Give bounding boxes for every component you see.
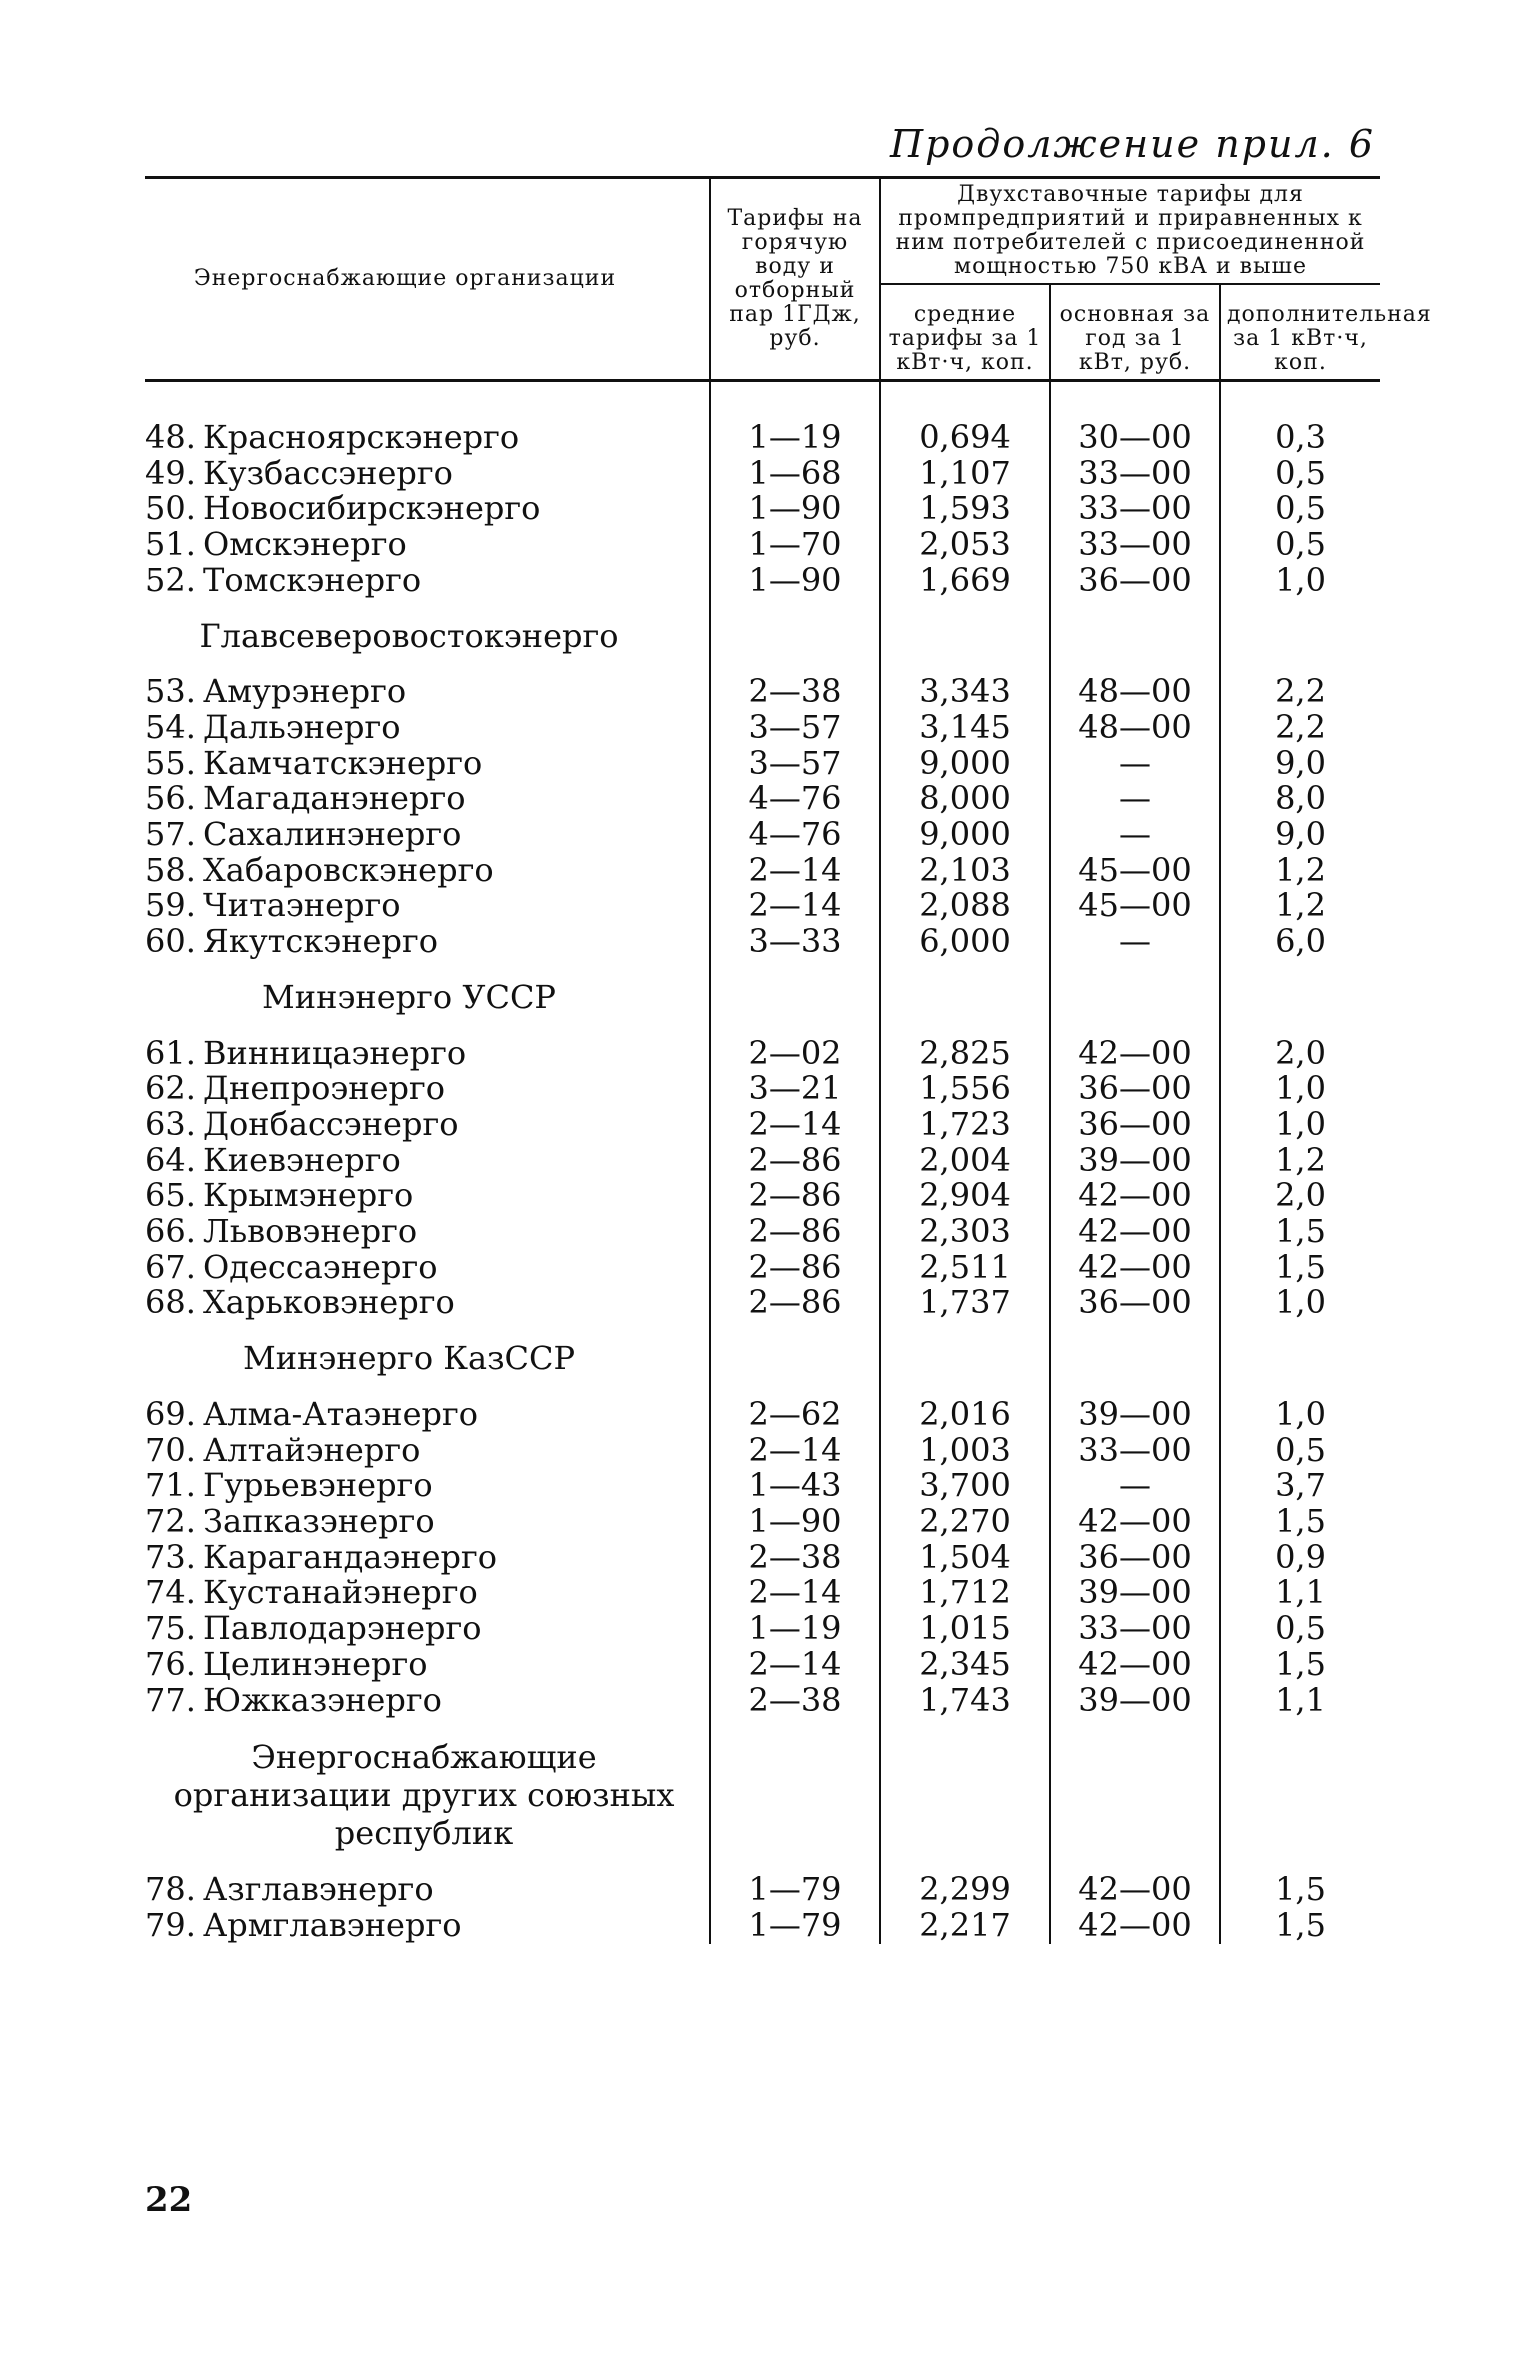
organization-name: Армглавэнерго bbox=[203, 1905, 462, 1944]
section-title: Минэнерго КазССР bbox=[242, 1339, 576, 1378]
table-row bbox=[145, 888, 1380, 924]
additional-tariff-cell: 1,5 bbox=[1220, 1250, 1380, 1286]
organization-cell bbox=[145, 924, 710, 960]
organization-name: Сахалинэнерго bbox=[203, 815, 462, 854]
table-row bbox=[145, 924, 1380, 960]
base-tariff-cell: 39—00 bbox=[1050, 1575, 1220, 1611]
additional-tariff-cell: 0,5 bbox=[1220, 1611, 1380, 1647]
organization-name: Кузбассэнерго bbox=[203, 453, 453, 492]
additional-tariff-cell: 1,5 bbox=[1220, 1908, 1380, 1944]
hot-water-tariff-cell: 3—57 bbox=[710, 710, 880, 746]
row-number: 48. bbox=[145, 418, 196, 456]
additional-tariff-cell: 1,0 bbox=[1220, 1107, 1380, 1143]
average-tariff-cell: 1,743 bbox=[880, 1683, 1050, 1719]
average-tariff-cell: 3,700 bbox=[880, 1468, 1050, 1504]
spacer-cell bbox=[710, 381, 880, 421]
row-number: 61. bbox=[145, 1033, 196, 1072]
organization-name: Якутскэнерго bbox=[203, 922, 438, 961]
average-tariff-cell: 2,270 bbox=[880, 1504, 1050, 1540]
base-tariff-cell: 42—00 bbox=[1050, 1214, 1220, 1250]
table-row bbox=[145, 853, 1380, 889]
hot-water-tariff-cell: 1—90 bbox=[710, 1504, 880, 1540]
base-tariff-cell: 42—00 bbox=[1050, 1250, 1220, 1286]
base-tariff-cell: 48—00 bbox=[1050, 710, 1220, 746]
base-tariff-cell: 33—00 bbox=[1050, 527, 1220, 563]
row-number: 76. bbox=[145, 1644, 196, 1683]
table-row bbox=[145, 1107, 1380, 1143]
additional-tariff-cell: 0,9 bbox=[1220, 1540, 1380, 1576]
hot-water-tariff-cell: 2—14 bbox=[710, 888, 880, 924]
empty-cell bbox=[880, 960, 1050, 1036]
additional-tariff-cell: 9,0 bbox=[1220, 746, 1380, 782]
organization-name: Новосибирскэнерго bbox=[203, 489, 541, 528]
section-heading-row bbox=[145, 599, 1380, 675]
row-number: 71. bbox=[145, 1466, 196, 1505]
spacer-cell bbox=[145, 381, 710, 421]
organization-cell bbox=[145, 1178, 710, 1214]
base-tariff-cell: 30—00 bbox=[1050, 420, 1220, 456]
average-tariff-cell: 2,103 bbox=[880, 853, 1050, 889]
organization-cell bbox=[145, 1575, 710, 1611]
additional-tariff-cell: 6,0 bbox=[1220, 924, 1380, 960]
additional-tariff-cell: 1,5 bbox=[1220, 1872, 1380, 1908]
organization-cell bbox=[145, 1501, 710, 1540]
organization-name: Читаэнерго bbox=[203, 886, 401, 925]
average-tariff-cell: 2,088 bbox=[880, 888, 1050, 924]
table-row bbox=[145, 1397, 1380, 1433]
row-number: 49. bbox=[145, 453, 196, 492]
empty-cell bbox=[1220, 1321, 1380, 1397]
average-tariff-cell: 0,694 bbox=[880, 420, 1050, 456]
base-tariff-cell: 33—00 bbox=[1050, 1611, 1220, 1647]
row-number: 65. bbox=[145, 1176, 196, 1215]
hot-water-tariff-cell: 1—19 bbox=[710, 420, 880, 456]
organization-name: Карагандаэнерго bbox=[203, 1537, 498, 1576]
table-row bbox=[145, 1214, 1380, 1250]
table-row bbox=[145, 1143, 1380, 1179]
hot-water-tariff-cell: 2—02 bbox=[710, 1036, 880, 1072]
table-row bbox=[145, 1611, 1380, 1647]
organization-cell bbox=[145, 453, 710, 492]
hot-water-tariff-cell: 1—68 bbox=[710, 456, 880, 492]
table-row bbox=[145, 817, 1380, 853]
hot-water-tariff-cell: 2—14 bbox=[710, 853, 880, 889]
table-row bbox=[145, 746, 1380, 782]
row-number: 57. bbox=[145, 815, 196, 854]
average-tariff-cell: 1,107 bbox=[880, 456, 1050, 492]
row-number: 68. bbox=[145, 1283, 196, 1322]
organization-name: Азглавэнерго bbox=[203, 1870, 434, 1909]
base-tariff-cell: 36—00 bbox=[1050, 1107, 1220, 1143]
organization-name: Магаданэнерго bbox=[203, 779, 466, 818]
hot-water-tariff-cell: 2—14 bbox=[710, 1575, 880, 1611]
base-tariff-cell: 36—00 bbox=[1050, 1071, 1220, 1107]
hot-water-tariff-cell: 2—86 bbox=[710, 1285, 880, 1321]
table-row bbox=[145, 491, 1380, 527]
page-number: 22 bbox=[145, 2180, 193, 2220]
organization-cell bbox=[145, 850, 710, 889]
organization-cell bbox=[145, 781, 710, 817]
empty-cell bbox=[710, 1321, 880, 1397]
table-row bbox=[145, 1285, 1380, 1321]
average-tariff-cell: 1,712 bbox=[880, 1575, 1050, 1611]
organization-name: Днепроэнерго bbox=[203, 1069, 446, 1108]
base-tariff-cell: 36—00 bbox=[1050, 1285, 1220, 1321]
hot-water-tariff-cell: 2—86 bbox=[710, 1143, 880, 1179]
additional-tariff-cell: 9,0 bbox=[1220, 817, 1380, 853]
hot-water-tariff-cell: 2—86 bbox=[710, 1250, 880, 1286]
table-body bbox=[145, 381, 1380, 1944]
organization-name: Гурьевэнерго bbox=[203, 1466, 433, 1505]
hot-water-tariff-cell: 2—14 bbox=[710, 1647, 880, 1683]
column-header-two-rate-tariffs: Двухставочные тарифы для промпредприятий и приравненных к ним потребителей с присоединенной мощностью 750 кВА и выше bbox=[880, 178, 1380, 285]
row-number: 56. bbox=[145, 779, 196, 818]
organization-cell bbox=[145, 420, 710, 456]
row-number: 54. bbox=[145, 707, 196, 746]
table-row bbox=[145, 710, 1380, 746]
empty-cell bbox=[880, 1718, 1050, 1872]
average-tariff-cell: 2,825 bbox=[880, 1036, 1050, 1072]
empty-cell bbox=[1050, 1321, 1220, 1397]
additional-tariff-cell: 0,3 bbox=[1220, 420, 1380, 456]
average-tariff-cell: 2,303 bbox=[880, 1214, 1050, 1250]
average-tariff-cell: 2,016 bbox=[880, 1397, 1050, 1433]
base-tariff-cell: 42—00 bbox=[1050, 1872, 1220, 1908]
average-tariff-cell: 9,000 bbox=[880, 746, 1050, 782]
organization-cell bbox=[145, 674, 710, 710]
base-tariff-cell: 45—00 bbox=[1050, 888, 1220, 924]
average-tariff-cell: 1,737 bbox=[880, 1285, 1050, 1321]
average-tariff-cell: 2,345 bbox=[880, 1647, 1050, 1683]
organization-name: Томскэнерго bbox=[203, 560, 422, 599]
table-row bbox=[145, 1468, 1380, 1504]
additional-tariff-cell: 1,0 bbox=[1220, 1397, 1380, 1433]
base-tariff-cell: — bbox=[1050, 924, 1220, 960]
additional-tariff-cell: 0,5 bbox=[1220, 527, 1380, 563]
organization-cell bbox=[145, 1611, 710, 1647]
empty-cell bbox=[1050, 599, 1220, 675]
row-number: 69. bbox=[145, 1394, 196, 1433]
empty-cell bbox=[1050, 960, 1220, 1036]
organization-cell bbox=[145, 707, 710, 746]
organization-name: Хабаровскэнерго bbox=[203, 850, 494, 889]
row-number: 52. bbox=[145, 560, 196, 599]
row-number: 67. bbox=[145, 1247, 196, 1286]
page-header-title: Продолжение прил. 6 bbox=[889, 122, 1375, 166]
row-number: 59. bbox=[145, 886, 196, 925]
row-number: 77. bbox=[145, 1680, 196, 1719]
empty-cell bbox=[710, 1718, 880, 1872]
empty-cell bbox=[1220, 599, 1380, 675]
table-row bbox=[145, 420, 1380, 456]
table-row bbox=[145, 1433, 1380, 1469]
hot-water-tariff-cell: 1—70 bbox=[710, 527, 880, 563]
additional-tariff-cell: 1,0 bbox=[1220, 1285, 1380, 1321]
hot-water-tariff-cell: 1—19 bbox=[710, 1611, 880, 1647]
row-number: 75. bbox=[145, 1609, 196, 1648]
base-tariff-cell: 42—00 bbox=[1050, 1178, 1220, 1214]
table-row bbox=[145, 1683, 1380, 1719]
average-tariff-cell: 3,343 bbox=[880, 674, 1050, 710]
average-tariff-cell: 1,669 bbox=[880, 563, 1050, 599]
organization-name: Львовэнерго bbox=[203, 1212, 418, 1251]
hot-water-tariff-cell: 1—90 bbox=[710, 491, 880, 527]
hot-water-tariff-cell: 2—86 bbox=[710, 1178, 880, 1214]
spacer-cell bbox=[1050, 381, 1220, 421]
organization-name: Крымэнерго bbox=[203, 1176, 414, 1215]
section-heading-row bbox=[145, 1718, 1380, 1872]
hot-water-tariff-cell: 1—90 bbox=[710, 563, 880, 599]
base-tariff-cell: — bbox=[1050, 1468, 1220, 1504]
additional-tariff-cell: 1,5 bbox=[1220, 1504, 1380, 1540]
row-number: 53. bbox=[145, 672, 196, 711]
base-tariff-cell: 33—00 bbox=[1050, 491, 1220, 527]
organization-cell bbox=[145, 1468, 710, 1504]
section-title: Главсеверовостокэнерго bbox=[199, 616, 619, 655]
base-tariff-cell: 42—00 bbox=[1050, 1036, 1220, 1072]
organization-cell bbox=[145, 1680, 710, 1719]
hot-water-tariff-cell: 3—21 bbox=[710, 1071, 880, 1107]
base-tariff-cell: 42—00 bbox=[1050, 1908, 1220, 1944]
additional-tariff-cell: 1,2 bbox=[1220, 888, 1380, 924]
organization-cell bbox=[145, 1104, 710, 1143]
organization-name: Амурэнерго bbox=[203, 672, 407, 711]
hot-water-tariff-cell: 4—76 bbox=[710, 817, 880, 853]
table-row bbox=[145, 1872, 1380, 1908]
base-tariff-cell: 42—00 bbox=[1050, 1504, 1220, 1540]
section-title: Минэнерго УССР bbox=[262, 977, 556, 1016]
column-header-additional-tariff: дополнительная за 1 кВт·ч, коп. bbox=[1220, 284, 1380, 381]
base-tariff-cell: 45—00 bbox=[1050, 853, 1220, 889]
additional-tariff-cell: 0,5 bbox=[1220, 491, 1380, 527]
table-row bbox=[145, 1178, 1380, 1214]
base-tariff-cell: 36—00 bbox=[1050, 1540, 1220, 1576]
additional-tariff-cell: 1,1 bbox=[1220, 1575, 1380, 1611]
organization-cell bbox=[145, 888, 710, 924]
hot-water-tariff-cell: 4—76 bbox=[710, 781, 880, 817]
additional-tariff-cell: 2,2 bbox=[1220, 674, 1380, 710]
organization-name: Красноярскэнерго bbox=[203, 418, 520, 456]
additional-tariff-cell: 1,5 bbox=[1220, 1214, 1380, 1250]
average-tariff-cell: 1,504 bbox=[880, 1540, 1050, 1576]
row-number: 78. bbox=[145, 1870, 196, 1909]
hot-water-tariff-cell: 2—14 bbox=[710, 1433, 880, 1469]
base-tariff-cell: 48—00 bbox=[1050, 674, 1220, 710]
hot-water-tariff-cell: 2—86 bbox=[710, 1214, 880, 1250]
organization-name: Одессаэнерго bbox=[203, 1247, 438, 1286]
additional-tariff-cell: 3,7 bbox=[1220, 1468, 1380, 1504]
organization-cell bbox=[145, 1033, 710, 1072]
row-number: 66. bbox=[145, 1212, 196, 1251]
average-tariff-cell: 2,217 bbox=[880, 1908, 1050, 1944]
additional-tariff-cell: 1,1 bbox=[1220, 1683, 1380, 1719]
average-tariff-cell: 2,299 bbox=[880, 1872, 1050, 1908]
spacer-cell bbox=[1220, 381, 1380, 421]
organization-name: Алтайэнерго bbox=[203, 1430, 421, 1469]
organization-cell bbox=[145, 1872, 710, 1908]
average-tariff-cell: 1,015 bbox=[880, 1611, 1050, 1647]
organization-cell bbox=[145, 1394, 710, 1433]
additional-tariff-cell: 0,5 bbox=[1220, 456, 1380, 492]
organization-cell bbox=[145, 817, 710, 853]
column-header-average-tariff: средние тарифы за 1 кВт·ч, коп. bbox=[880, 284, 1050, 381]
organization-cell bbox=[145, 1214, 710, 1250]
row-number: 55. bbox=[145, 743, 196, 782]
average-tariff-cell: 3,145 bbox=[880, 710, 1050, 746]
additional-tariff-cell: 0,5 bbox=[1220, 1433, 1380, 1469]
row-number: 74. bbox=[145, 1573, 196, 1612]
organization-name: Кустанайэнерго bbox=[203, 1573, 478, 1612]
average-tariff-cell: 1,003 bbox=[880, 1433, 1050, 1469]
additional-tariff-cell: 1,2 bbox=[1220, 1143, 1380, 1179]
organization-name: Донбассэнерго bbox=[203, 1104, 459, 1143]
additional-tariff-cell: 1,5 bbox=[1220, 1647, 1380, 1683]
hot-water-tariff-cell: 2—38 bbox=[710, 1540, 880, 1576]
empty-cell bbox=[710, 599, 880, 675]
spacer-cell bbox=[880, 381, 1050, 421]
additional-tariff-cell: 2,0 bbox=[1220, 1036, 1380, 1072]
base-tariff-cell: 33—00 bbox=[1050, 456, 1220, 492]
organization-name: Павлодарэнерго bbox=[203, 1609, 482, 1648]
table-row bbox=[145, 1908, 1380, 1944]
base-tariff-cell: — bbox=[1050, 746, 1220, 782]
empty-cell bbox=[1220, 1718, 1380, 1872]
row-number: 51. bbox=[145, 525, 196, 564]
average-tariff-cell: 2,053 bbox=[880, 527, 1050, 563]
average-tariff-cell: 6,000 bbox=[880, 924, 1050, 960]
organization-name: Омскэнерго bbox=[203, 525, 407, 564]
row-number: 79. bbox=[145, 1905, 196, 1944]
hot-water-tariff-cell: 2—14 bbox=[710, 1107, 880, 1143]
additional-tariff-cell: 1,0 bbox=[1220, 563, 1380, 599]
additional-tariff-cell: 1,2 bbox=[1220, 853, 1380, 889]
organization-name: Киевэнерго bbox=[203, 1140, 401, 1179]
base-tariff-cell: 36—00 bbox=[1050, 563, 1220, 599]
column-header-hot-water-tariff: Тарифы на горячую воду и отборный пар 1ГДж, руб. bbox=[710, 178, 880, 381]
organization-name: Дальэнерго bbox=[203, 707, 401, 746]
table-row bbox=[145, 1575, 1380, 1611]
tariff-table bbox=[145, 176, 1432, 1944]
table-row bbox=[145, 781, 1380, 817]
table-row bbox=[145, 1540, 1380, 1576]
spacer-row bbox=[145, 381, 1380, 421]
additional-tariff-cell: 2,2 bbox=[1220, 710, 1380, 746]
hot-water-tariff-cell: 2—38 bbox=[710, 1683, 880, 1719]
additional-tariff-cell: 2,0 bbox=[1220, 1178, 1380, 1214]
table-row bbox=[145, 1504, 1380, 1540]
row-number: 64. bbox=[145, 1140, 196, 1179]
base-tariff-cell: 39—00 bbox=[1050, 1397, 1220, 1433]
row-number: 58. bbox=[145, 850, 196, 889]
hot-water-tariff-cell: 2—38 bbox=[710, 674, 880, 710]
table-row bbox=[145, 1647, 1380, 1683]
organization-cell bbox=[145, 1537, 710, 1576]
organization-name: Харьковэнерго bbox=[203, 1283, 455, 1322]
row-number: 50. bbox=[145, 489, 196, 528]
table-row bbox=[145, 456, 1380, 492]
empty-cell bbox=[1220, 960, 1380, 1036]
table-row bbox=[145, 1071, 1380, 1107]
table-row bbox=[145, 1036, 1380, 1072]
hot-water-tariff-cell: 1—79 bbox=[710, 1908, 880, 1944]
hot-water-tariff-cell: 1—43 bbox=[710, 1468, 880, 1504]
base-tariff-cell: 42—00 bbox=[1050, 1647, 1220, 1683]
base-tariff-cell: 33—00 bbox=[1050, 1433, 1220, 1469]
row-number: 60. bbox=[145, 922, 196, 961]
row-number: 70. bbox=[145, 1430, 196, 1469]
additional-tariff-cell: 8,0 bbox=[1220, 781, 1380, 817]
empty-cell bbox=[1050, 1718, 1220, 1872]
table-row bbox=[145, 563, 1380, 599]
organization-name: Алма-Атаэнерго bbox=[203, 1394, 479, 1433]
base-tariff-cell: — bbox=[1050, 817, 1220, 853]
hot-water-tariff-cell: 1—79 bbox=[710, 1872, 880, 1908]
row-number: 73. bbox=[145, 1537, 196, 1576]
organization-cell bbox=[145, 743, 710, 782]
organization-cell bbox=[145, 1071, 710, 1107]
organization-name: Камчатскэнерго bbox=[203, 743, 483, 782]
organization-cell bbox=[145, 1247, 710, 1286]
section-title: Энергоснабжающие организации других союзных республик bbox=[173, 1738, 675, 1853]
hot-water-tariff-cell: 2—62 bbox=[710, 1397, 880, 1433]
average-tariff-cell: 8,000 bbox=[880, 781, 1050, 817]
base-tariff-cell: 39—00 bbox=[1050, 1683, 1220, 1719]
base-tariff-cell: 39—00 bbox=[1050, 1143, 1220, 1179]
average-tariff-cell: 1,723 bbox=[880, 1107, 1050, 1143]
organization-cell bbox=[145, 1285, 710, 1321]
column-header-base-tariff: основная за год за 1 кВт, руб. bbox=[1050, 284, 1220, 381]
hot-water-tariff-cell: 3—33 bbox=[710, 924, 880, 960]
organization-name: Целинэнерго bbox=[203, 1644, 428, 1683]
average-tariff-cell: 1,593 bbox=[880, 491, 1050, 527]
empty-cell bbox=[880, 599, 1050, 675]
empty-cell bbox=[880, 1321, 1050, 1397]
organization-cell bbox=[145, 1905, 710, 1944]
organization-name: Винницаэнерго bbox=[203, 1033, 467, 1072]
column-header-organizations: Энергоснабжающие организации bbox=[145, 178, 710, 381]
empty-cell bbox=[710, 960, 880, 1036]
organization-cell bbox=[145, 560, 710, 599]
average-tariff-cell: 2,904 bbox=[880, 1178, 1050, 1214]
organization-name: Запказэнерго bbox=[203, 1501, 435, 1540]
hot-water-tariff-cell: 3—57 bbox=[710, 746, 880, 782]
average-tariff-cell: 1,556 bbox=[880, 1071, 1050, 1107]
additional-tariff-cell: 1,0 bbox=[1220, 1071, 1380, 1107]
base-tariff-cell: — bbox=[1050, 781, 1220, 817]
organization-cell bbox=[145, 1644, 710, 1683]
section-heading-row bbox=[145, 1321, 1380, 1397]
row-number: 62. bbox=[145, 1069, 196, 1108]
organization-cell bbox=[145, 527, 710, 563]
section-heading-row bbox=[145, 960, 1380, 1036]
row-number: 72. bbox=[145, 1501, 196, 1540]
table-row bbox=[145, 527, 1380, 563]
average-tariff-cell: 2,004 bbox=[880, 1143, 1050, 1179]
row-number: 63. bbox=[145, 1104, 196, 1143]
organization-cell bbox=[145, 1430, 710, 1469]
table-row bbox=[145, 1250, 1380, 1286]
average-tariff-cell: 2,511 bbox=[880, 1250, 1050, 1286]
organization-cell bbox=[145, 491, 710, 527]
average-tariff-cell: 9,000 bbox=[880, 817, 1050, 853]
organization-cell bbox=[145, 1140, 710, 1179]
organization-name: Южказэнерго bbox=[203, 1680, 442, 1719]
table-row bbox=[145, 674, 1380, 710]
